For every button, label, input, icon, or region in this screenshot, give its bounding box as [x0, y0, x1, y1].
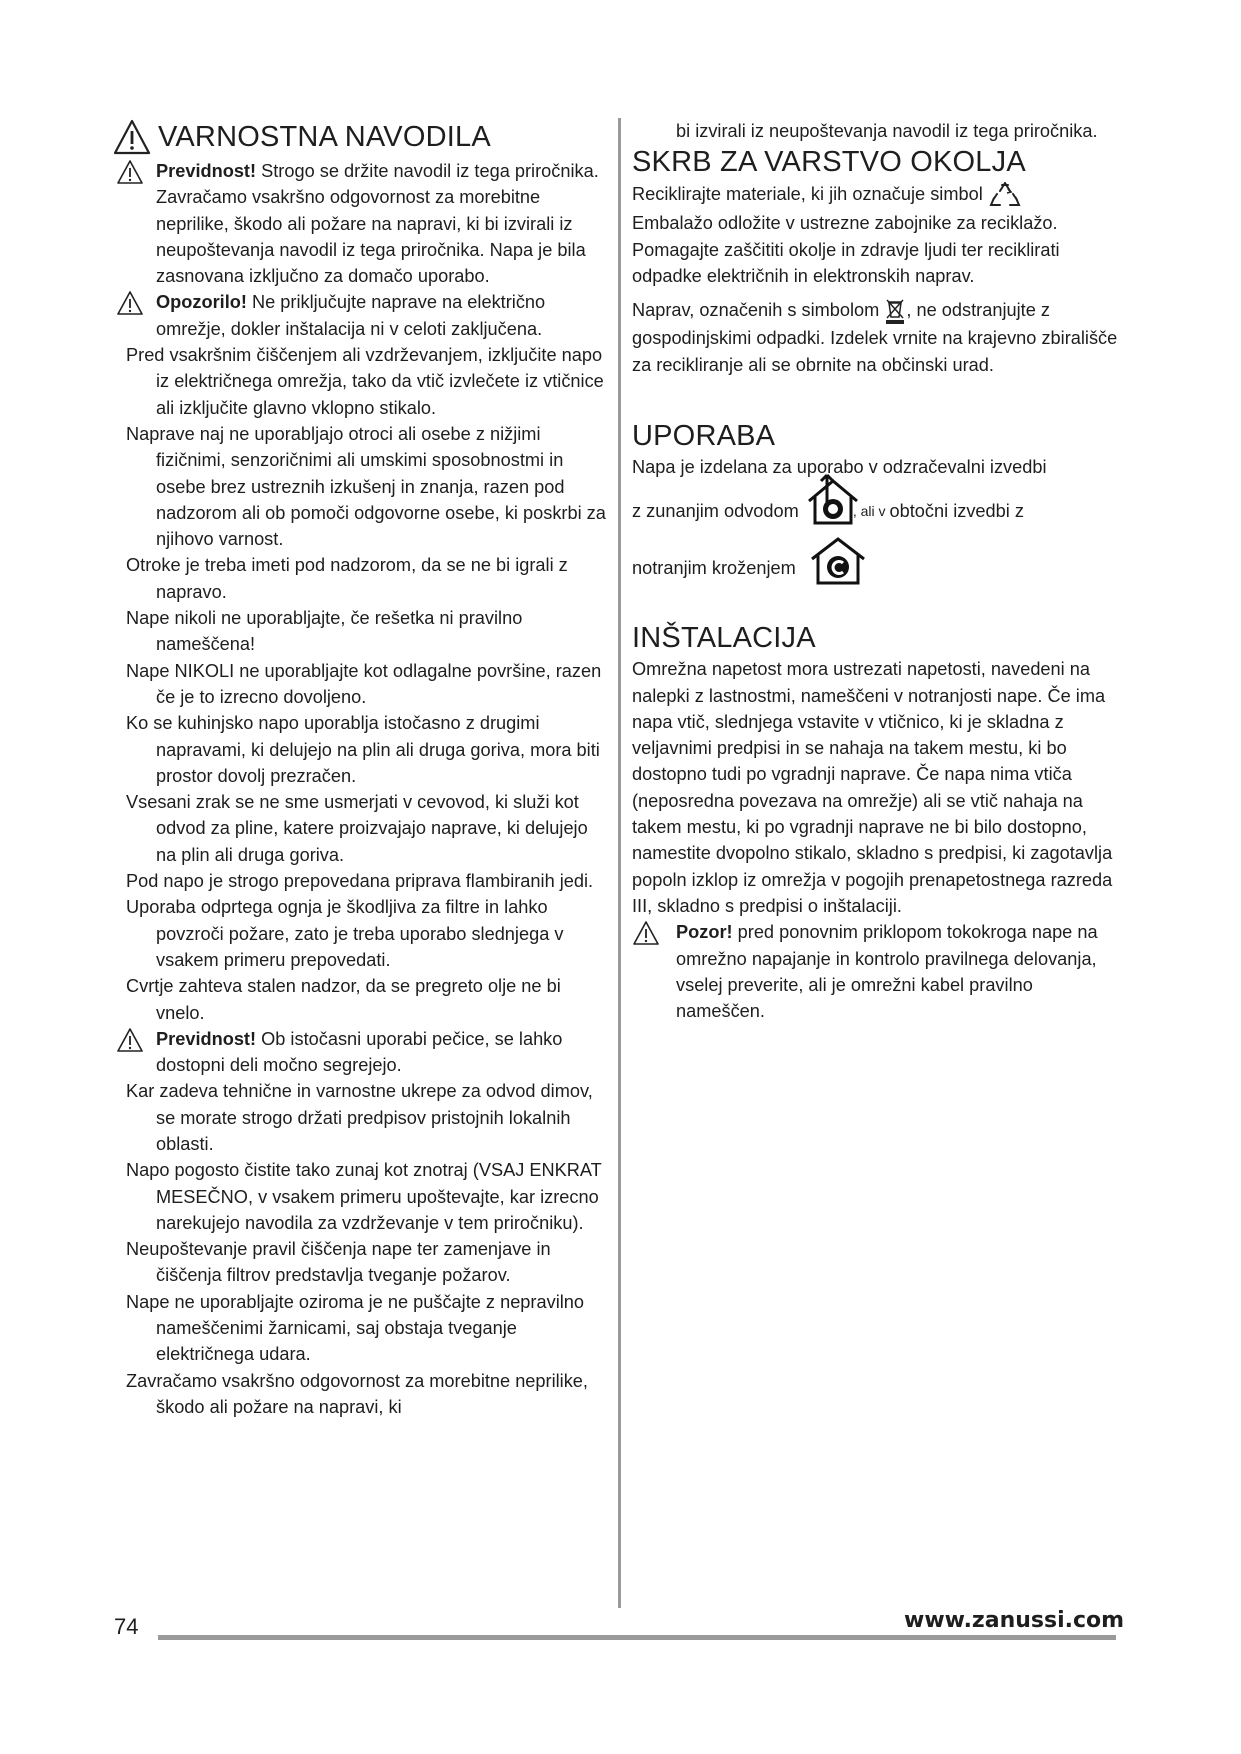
usage-text: obtočni izvedbi z: [889, 500, 1024, 521]
environment-text: Naprav, označenih s simbolom: [632, 300, 885, 321]
warning-label: Previdnost!: [156, 161, 257, 181]
warning-paragraph-3: [126, 1026, 608, 1079]
usage-text: z zunanjim odvodom: [632, 500, 799, 521]
warning-icon: [112, 118, 152, 156]
environment-text: Reciklirajte materiale, ki jih označuje simbol: [632, 184, 988, 205]
warning-icon: [116, 159, 144, 185]
safety-paragraph: Otroke je treba imeti pod nadzorom, da se ne bi igrali z napravo.: [126, 555, 568, 602]
extraction-house-icon: [803, 471, 863, 531]
safety-paragraph: Naprave naj ne uporabljajo otroci ali osebe z nižjimi fizičnimi, senzoričnimi ali umskimi sposobnostmi in osebe brez ustreznih izkušenj in znanja, razen pod nadzorom ali ob pomoči odgovorne osebe, ki poskrbi za njihovo varnost.: [126, 423, 606, 550]
safety-paragraph: Napo pogosto čistite tako zunaj kot znotraj (VSAJ ENKRAT MESEČNO, v vsakem primeru upoštevajte, kar izrecno narekujejo navodila za vzdrževanje v tem priročniku).: [126, 1160, 602, 1233]
environment-text: , ne odstranjujte z gospodinjskimi odpadki. Izdelek vrnite na krajevno zbirališče za recikliranje ali se obrnite na občinski urad.: [632, 300, 1118, 375]
safety-paragraph: Nape NIKOLI ne uporabljajte kot odlagalne površine, razen če je to izrecno dovoljeno.: [126, 660, 602, 707]
recycle-icon: [988, 180, 1022, 210]
environment-heading: SKRB ZA VARSTVO OKOLJA: [632, 146, 1026, 179]
warning-label: Previdnost!: [156, 1028, 257, 1049]
usage-text: , ali v: [852, 503, 886, 520]
warning-paragraph-2: [126, 289, 608, 342]
safety-paragraph: Ko se kuhinjsko napo uporablja istočasno z drugimi napravami, ki delujejo na plin ali druga goriva, mora biti prostor dovolj prezračen.: [126, 713, 600, 786]
crossed-bin-icon: [884, 297, 906, 325]
usage-paragraph-1: Napa je izdelana za uporabo v odzračevalni izvedbi: [632, 456, 1047, 477]
safety-paragraph: Vsesani zrak se ne sme usmerjati v cevovod, ki služi kot odvod za pline, katere proizvajajo naprave, ki delujejo na plin ali druga goriva.: [126, 792, 588, 865]
safety-paragraph: Neupoštevanje pravil čiščenja nape ter zamenjave in čiščenja filtrov predstavlja tveganje požarov.: [126, 1239, 551, 1286]
footer-rule: [158, 1635, 1116, 1640]
recirculation-house-icon: [806, 535, 870, 587]
environment-paragraph-1: [632, 180, 1124, 289]
warning-label: Pozor!: [676, 922, 733, 943]
safety-paragraph: Uporaba odprtega ognja je škodljiva za filtre in lahko povzroči požare, zato je treba uporabo slednjega v vsakem primeru prepovedati.: [126, 897, 564, 970]
safety-paragraph: Kar zadeva tehnične in varnostne ukrepe za odvod dimov, se morate strogo držati predpisov pristojnih lokalnih oblasti.: [126, 1081, 593, 1154]
right-column: [632, 118, 1124, 1024]
usage-text: notranjim kroženjem: [632, 557, 796, 578]
safety-paragraph: Pred vsakršnim čiščenjem ali vzdrževanjem, izključite napo iz električnega omrežja, tako da vtič izvlečete iz vtičnice ali izključite glavno vklopno stikalo.: [126, 345, 604, 418]
safety-paragraph: Nape ne uporabljajte oziroma je ne puščajte z nepravilno nameščenimi žarnicami, saj obstaja tveganje električnega udara.: [126, 1291, 584, 1365]
column-divider: [618, 118, 621, 1608]
installation-paragraph: Omrežna napetost mora ustrezati napetosti, navedeni na nalepki z lastnostmi, nameščeni v notranjosti nape. Če ima napa vtič, slednjega vstavite v vtičnico, ki je skladna z veljavnimi predpisi in se nahaja na takem mestu, ki bo dostopno tudi po vgradnji naprave. Če napa nima vtiča (neposredna povezava na omrežje) ali se vtič nahaja na takem mestu, ki po vgradnji naprave ne bi bilo dostopno, namestite dvopolno stikalo, skladno s predpisi, ki zagotavlja popoln izklop iz omrežja v pogojih prenapetostnega razreda III, skladno s predpisi o inštalaciji.: [632, 659, 1113, 916]
installation-heading: INŠTALACIJA: [632, 622, 816, 655]
warning-icon: [116, 290, 144, 316]
warning-text: Ob istočasni uporabi pečice, se lahko dostopni deli močno segrejejo.: [156, 1028, 563, 1076]
safety-heading: VARNOSTNA NAVODILA: [158, 121, 491, 153]
usage-row-extraction: [632, 480, 1124, 542]
usage-heading: UPORABA: [632, 419, 776, 452]
usage-row-recirculation: [632, 542, 1124, 594]
warning-label: Opozorilo!: [156, 292, 247, 313]
warning-text: Ne priključujte naprave na električno omrežje, dokler inštalacija ni v celoti zaključena.: [156, 292, 546, 339]
warning-icon: [632, 920, 660, 946]
warning-text: Strogo se držite navodil iz tega priročnika. Zavračamo vsakršno odgovornost za morebitne neprilike, škodo ali požare na napravi, ki bi izvirali iz neupoštevanja navodil iz tega priročnika. Napa je bila zasnovana izključno za domačo uporabo.: [156, 161, 599, 287]
safety-title-row: [112, 118, 608, 156]
safety-paragraph: Nape nikoli ne uporabljajte, če rešetka ni pravilno nameščena!: [126, 608, 523, 655]
warning-icon: [116, 1027, 144, 1053]
page-number: 74: [114, 1614, 139, 1639]
safety-paragraph: Cvrtje zahteva stalen nadzor, da se pregreto olje ne bi vnelo.: [126, 976, 561, 1023]
installation-warning: [632, 919, 1124, 1024]
continued-text: bi izvirali iz neupoštevanja navodil iz tega priročnika.: [676, 121, 1098, 141]
safety-paragraph: Zavračamo vsakršno odgovornost za morebitne neprilike, škodo ali požare na napravi, ki: [126, 1370, 588, 1417]
left-column: [126, 118, 608, 1420]
environment-text: Embalažo odložite v ustrezne zabojnike za reciklažo. Pomagajte zaščititi okolje in zdravje ljudi ter reciklirati odpadke električnih in elektronskih naprav.: [632, 213, 1060, 286]
environment-paragraph-2: [632, 297, 1124, 378]
warning-text: pred ponovnim priklopom tokokroga nape na omrežno napajanje in kontrolo pravilnega delovanja, vselej preverite, ali je omrežni kabel pravilno nameščen.: [676, 922, 1098, 1022]
safety-paragraph: Pod napo je strogo prepovedana priprava flambiranih jedi.: [126, 871, 594, 892]
house-extraction-box: [803, 481, 863, 541]
warning-paragraph-1: [126, 158, 608, 289]
website-link[interactable]: www.zanussi.com: [904, 1608, 1125, 1633]
